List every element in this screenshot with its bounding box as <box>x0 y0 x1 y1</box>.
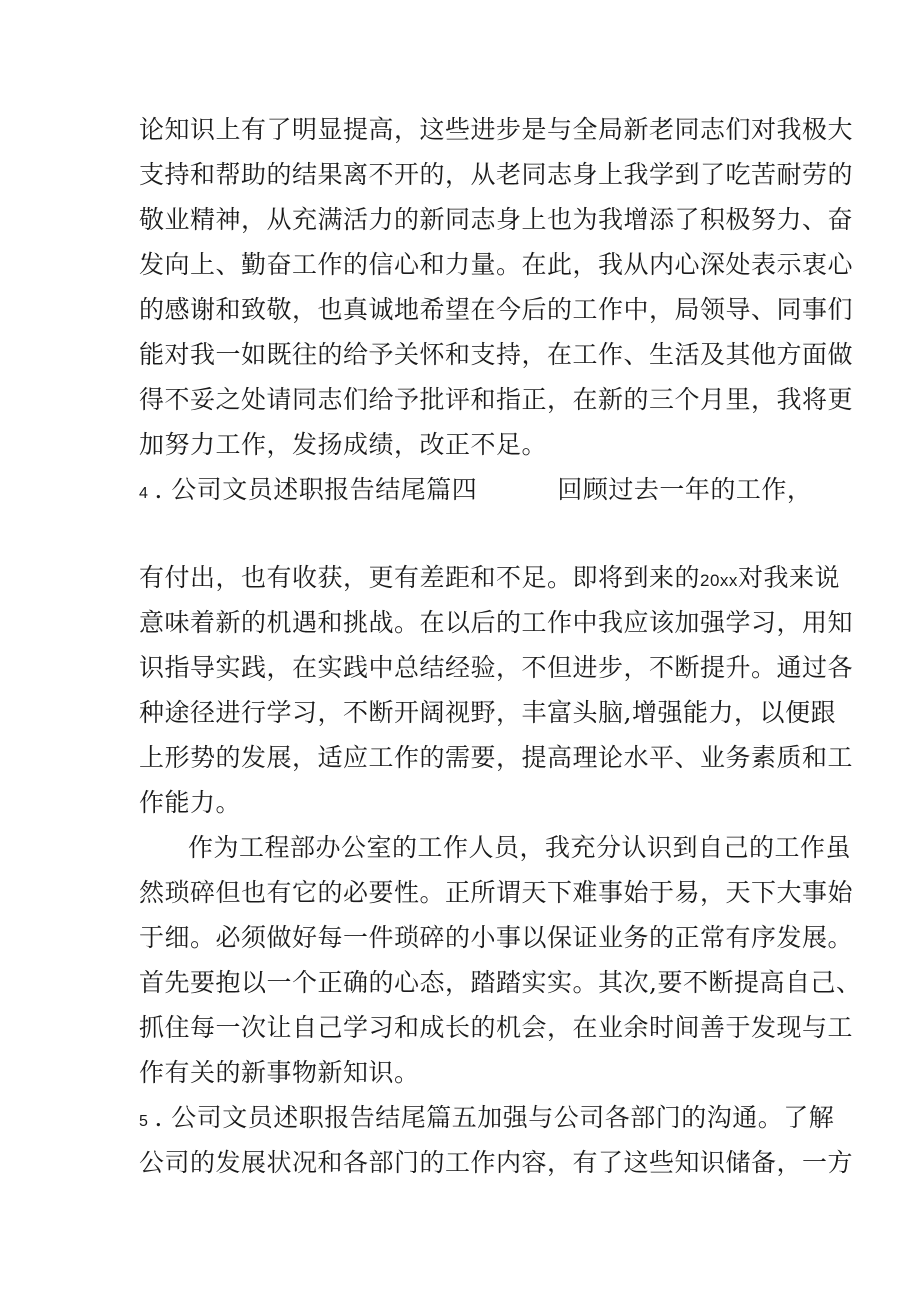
section-4-lead: 回顾过去一年的工作， <box>557 475 813 504</box>
paragraph-3-line: 于细。必须做好每一件琐碎的小事以保证业务的正常有序发展。 <box>139 923 854 952</box>
paragraph-3-line: 作有关的新事物新知识。 <box>139 1058 420 1087</box>
paragraph-2-line: 作能力。 <box>139 788 242 817</box>
paragraph-2-line: 识指导实践，在实践中总结经验，不但进步，不断提升。通过各 <box>139 653 854 682</box>
paragraph-1-line: 的感谢和致敬，也真诚地希望在今后的工作中，局领导、同事们 <box>139 295 854 324</box>
paragraph-2-line <box>139 560 840 599</box>
paragraph-1-line: 能对我一如既往的给予关怀和支持，在工作、生活及其他方面做 <box>139 340 854 369</box>
section-5-heading <box>139 1100 835 1140</box>
paragraph-3-line: 然琐碎但也有它的必要性。正所谓天下难事始于易，天下大事始 <box>139 878 854 907</box>
section-5-number: 5 <box>139 1113 149 1130</box>
paragraph-2-text: 对我来说 <box>737 563 840 592</box>
paragraph-3-line: 作为工程部办公室的工作人员，我充分认识到自己的工作虽 <box>188 833 852 862</box>
paragraph-1-line: 加努力工作，发扬成绩，改正不足。 <box>139 430 548 459</box>
section-5-line: 公司的发展状况和各部门的工作内容，有了这些知识储备，一方 <box>139 1148 854 1177</box>
section-4-number: 4 <box>139 485 149 502</box>
section-5-title: . 公司文员述职报告结尾篇五加强与公司各部门的沟通。了解 <box>154 1103 835 1132</box>
paragraph-1-line: 得不妥之处请同志们给予批评和指正，在新的三个月里，我将更 <box>139 385 854 414</box>
paragraph-1-line: 发向上、勤奋工作的信心和力量。在此，我从内心深处表示衷心 <box>139 250 854 279</box>
section-4-heading <box>139 472 813 512</box>
paragraph-2-text: 有付出，也有收获，更有差距和不足。即将到来的 <box>139 563 701 592</box>
section-4-title: . 公司文员述职报告结尾篇四 <box>154 475 478 504</box>
year-text: 20xx <box>700 571 738 590</box>
paragraph-3-line: 首先要抱以一个正确的心态，踏踏实实。其次,要不断提高自己、 <box>139 968 862 997</box>
paragraph-3-line: 抓住每一次让自己学习和成长的机会，在业余时间善于发现与工 <box>139 1013 854 1042</box>
paragraph-1-line: 支持和帮助的结果离不开的，从老同志身上我学到了吃苦耐劳的 <box>139 160 854 189</box>
paragraph-1-line: 论知识上有了明显提高，这些进步是与全局新老同志们对我极大 <box>139 115 854 144</box>
paragraph-2-line: 种途径进行学习，不断开阔视野，丰富头脑,增强能力，以便跟 <box>139 698 836 727</box>
paragraph-2-line: 上形势的发展，适应工作的需要，提高理论水平、业务素质和工 <box>139 743 854 772</box>
paragraph-1-line: 敬业精神，从充满活力的新同志身上也为我增添了积极努力、奋 <box>139 205 854 234</box>
paragraph-2-line: 意味着新的机遇和挑战。在以后的工作中我应该加强学习，用知 <box>139 608 854 637</box>
